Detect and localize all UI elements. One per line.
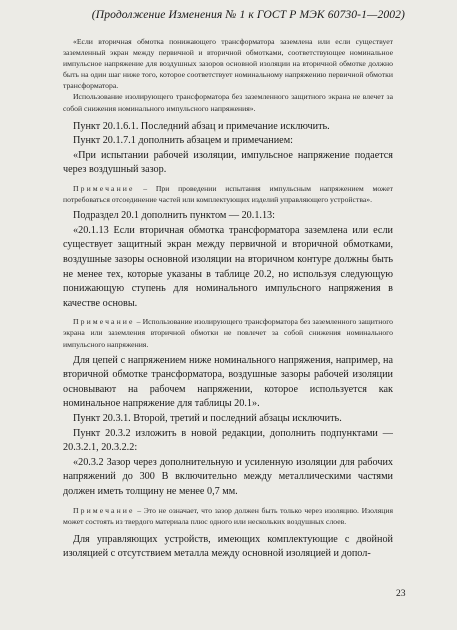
- quoted-paragraph: «20.1.13 Если вторичная обмотка трансформатора заземлена или если существует защитный экран между первичной и вторичной обмотками, воздушные зазоры основной изоляции на вторичном контуре должны быть не менее тех, которые указаны в таблице 20.2, но используя следующую понижающую ступень для номинального импульсного напряжения в качестве основы.: [63, 224, 393, 309]
- note-label: Примечание: [73, 184, 135, 194]
- page-number: 23: [396, 588, 406, 599]
- quoted-paragraph: «При испытании рабочей изоляции, импульсное напряжение подается через воздушный зазор.: [63, 149, 393, 176]
- amendment-paragraph: Пункт 20.3.1. Второй, третий и последний абзацы исключить.: [73, 413, 342, 425]
- note-label: Примечание: [73, 317, 135, 327]
- note-paragraph: [63, 505, 393, 527]
- note-label: Примечание: [73, 505, 135, 515]
- amendment-paragraph: Пункт 20.1.7.1 дополнить абзацем и примечанием:: [73, 135, 293, 147]
- note-text: – Это не означает, что зазор должен быть только через изоляцию. Изоляция может состоять из твердого материала плюс одного или нескольких воздушных слоев.: [63, 505, 394, 526]
- body-paragraph: Для управляющих устройств, имеющих комплектующие с двойной изоляцией с отсутствием металла между основной изоляцией и допол-: [63, 533, 393, 560]
- quoted-paragraph: Использование изолирующего трансформатора без заземленного защитного экрана не влечет за собой снижения номинального импульсного напряжения».: [63, 92, 393, 113]
- page-header: (Продолжение Изменения № 1 к ГОСТ Р МЭК 60730-1—2002): [91, 8, 405, 21]
- note-text: – При проведении испытания импульсным напряжением может потребоваться отсоединение частей или комплектующих изделий управляющего устройства».: [63, 184, 393, 205]
- amendment-paragraph: Пункт 20.3.2 изложить в новой редакции, дополнить подпунктами — 20.3.2.1, 20.3.2.2:: [63, 427, 393, 454]
- body-paragraph: Для цепей с напряжением ниже номинального напряжения, например, на вторичной обмотке трансформатора, воздушные зазоры рабочей изоляции основывают на рабочем напряжении, которое используется как номинальное напряжение для таблицы 20.1».: [63, 354, 393, 410]
- page-body: [63, 36, 393, 562]
- note-text: – Использование изолирующего трансформатора без заземленного защитного экрана или заземления вторичной обмотки не повлечет за собой снижения номинального импульсного напряжения.: [63, 317, 394, 349]
- amendment-paragraph: Пункт 20.1.6.1. Последний абзац и примечание исключить.: [73, 120, 330, 132]
- quoted-paragraph: «Если вторичная обмотка понижающего трансформатора заземлена или если существует заземленный экран между первичной и вторичной обмотками, соответствующее номинальное импульсное напряжение для воздушных зазоров основной изоляции на вторичной обмотке должно быть на один шаг ниже того, которое соответствует номинальному напряжению первичной обмотки трансформатора.: [63, 37, 393, 91]
- quoted-paragraph: «20.3.2 Зазор через дополнительную и усиленную изоляции для рабочих напряжений до 300 В включительно между металлическими частями должен иметь толщину не менее 0,7 мм.: [63, 456, 393, 497]
- note-paragraph: [63, 183, 393, 205]
- amendment-paragraph: Подраздел 20.1 дополнить пунктом — 20.1.13:: [73, 210, 275, 222]
- note-paragraph: [63, 316, 393, 349]
